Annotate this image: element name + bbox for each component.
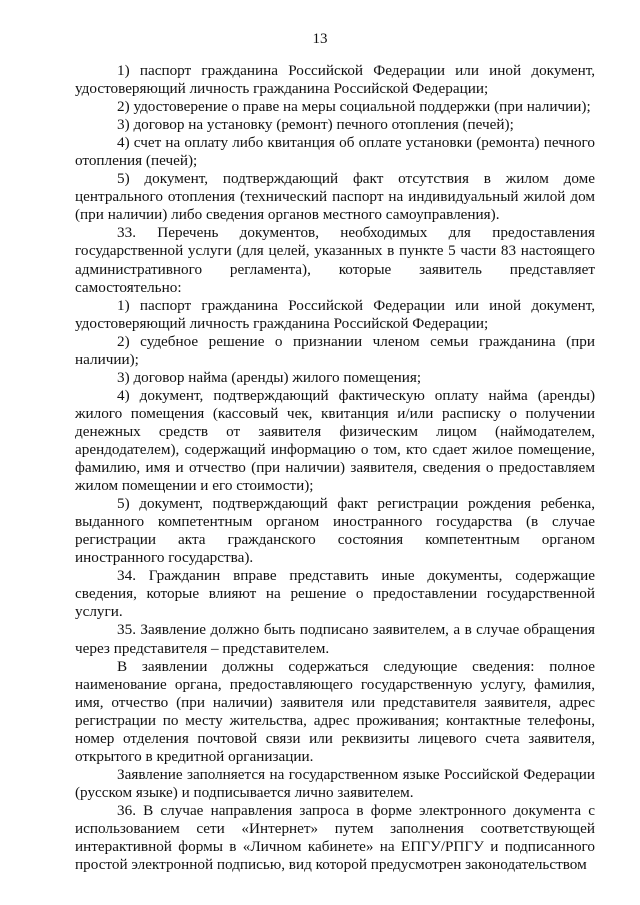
paragraph: 36. В случае направления запроса в форме электронного документа с использованием сети «Интернет» путем заполнения соответствующей интерактивной формы в «Личном кабинете» на ЕПГУ/РПГУ и подписанного простой электронной подписью, вид которой предусмотрен законодательством xyxy=(75,801,595,874)
paragraph: 4) счет на оплату либо квитанция об оплате установки (ремонта) печного отопления (печей); xyxy=(75,134,595,170)
paragraph: 3) договор найма (аренды) жилого помещения; xyxy=(117,368,422,386)
paragraph: 5) документ, подтверждающий факт регистрации рождения ребенка, выданного компетентным органом иностранного государства (в случае регистрации акта гражданского состояния компетентным органом иностранного государства). xyxy=(75,495,595,567)
paragraph: 3) договор на установку (ремонт) печного отопления (печей); xyxy=(117,116,514,134)
paragraph: В заявлении должны содержаться следующие сведения: полное наименование органа, предоставляющего государственную услугу, фамилия, имя, отчество (при наличии) заявителя или представителя заявителя, адрес регистрации по месту жительства, адрес проживания; контактные телефоны, номер отделения почтовой связи или реквизиты лицевого счета заявителя, открытого в кредитной организации. xyxy=(75,657,595,765)
paragraph: 35. Заявление должно быть подписано заявителем, а в случае обращения через представителя – представителем. xyxy=(75,621,595,657)
paragraph: 2) судебное решение о признании членом семьи гражданина (при наличии); xyxy=(75,332,595,368)
paragraph: 34. Гражданин вправе представить иные документы, содержащие сведения, которые влияют на решение о предоставлении государственной услуги. xyxy=(75,567,595,621)
paragraph: 33. Перечень документов, необходимых для предоставления государственной услуги (для целей, указанных в пункте 5 части 83 настоящего административного регламента), которые заявитель представляет самостоятельно: xyxy=(75,224,595,296)
page-number: 13 xyxy=(312,31,328,47)
paragraph: 4) документ, подтверждающий фактическую оплату найма (аренды) жилого помещения (кассовый чек, квитанция и/или расписку о получении денежных средств от заявителя физическим лицом (наймодателем, арендодателем), содержащий информацию о том, кто сдает жилое помещение, фамилию, имя и отчество (при наличии) заявителя, сведения о предоставляем жилом помещении и его стоимости); xyxy=(75,386,595,495)
paragraph: 1) паспорт гражданина Российской Федерации или иной документ, удостоверяющий личность гражданина Российской Федерации; xyxy=(75,296,595,332)
document-body xyxy=(75,62,595,874)
paragraph: Заявление заполняется на государственном языке Российской Федерации (русском языке) и подписывается лично заявителем. xyxy=(75,765,595,801)
paragraph: 5) документ, подтверждающий факт отсутствия в жилом доме центрального отопления (технический паспорт на индивидуальный жилой дом (при наличии) либо сведения органов местного самоуправления). xyxy=(75,170,595,224)
paragraph: 2) удостоверение о праве на меры социальной поддержки (при наличии); xyxy=(117,98,591,116)
paragraph: 1) паспорт гражданина Российской Федерации или иной документ, удостоверяющий личность гражданина Российской Федерации; xyxy=(75,62,595,98)
